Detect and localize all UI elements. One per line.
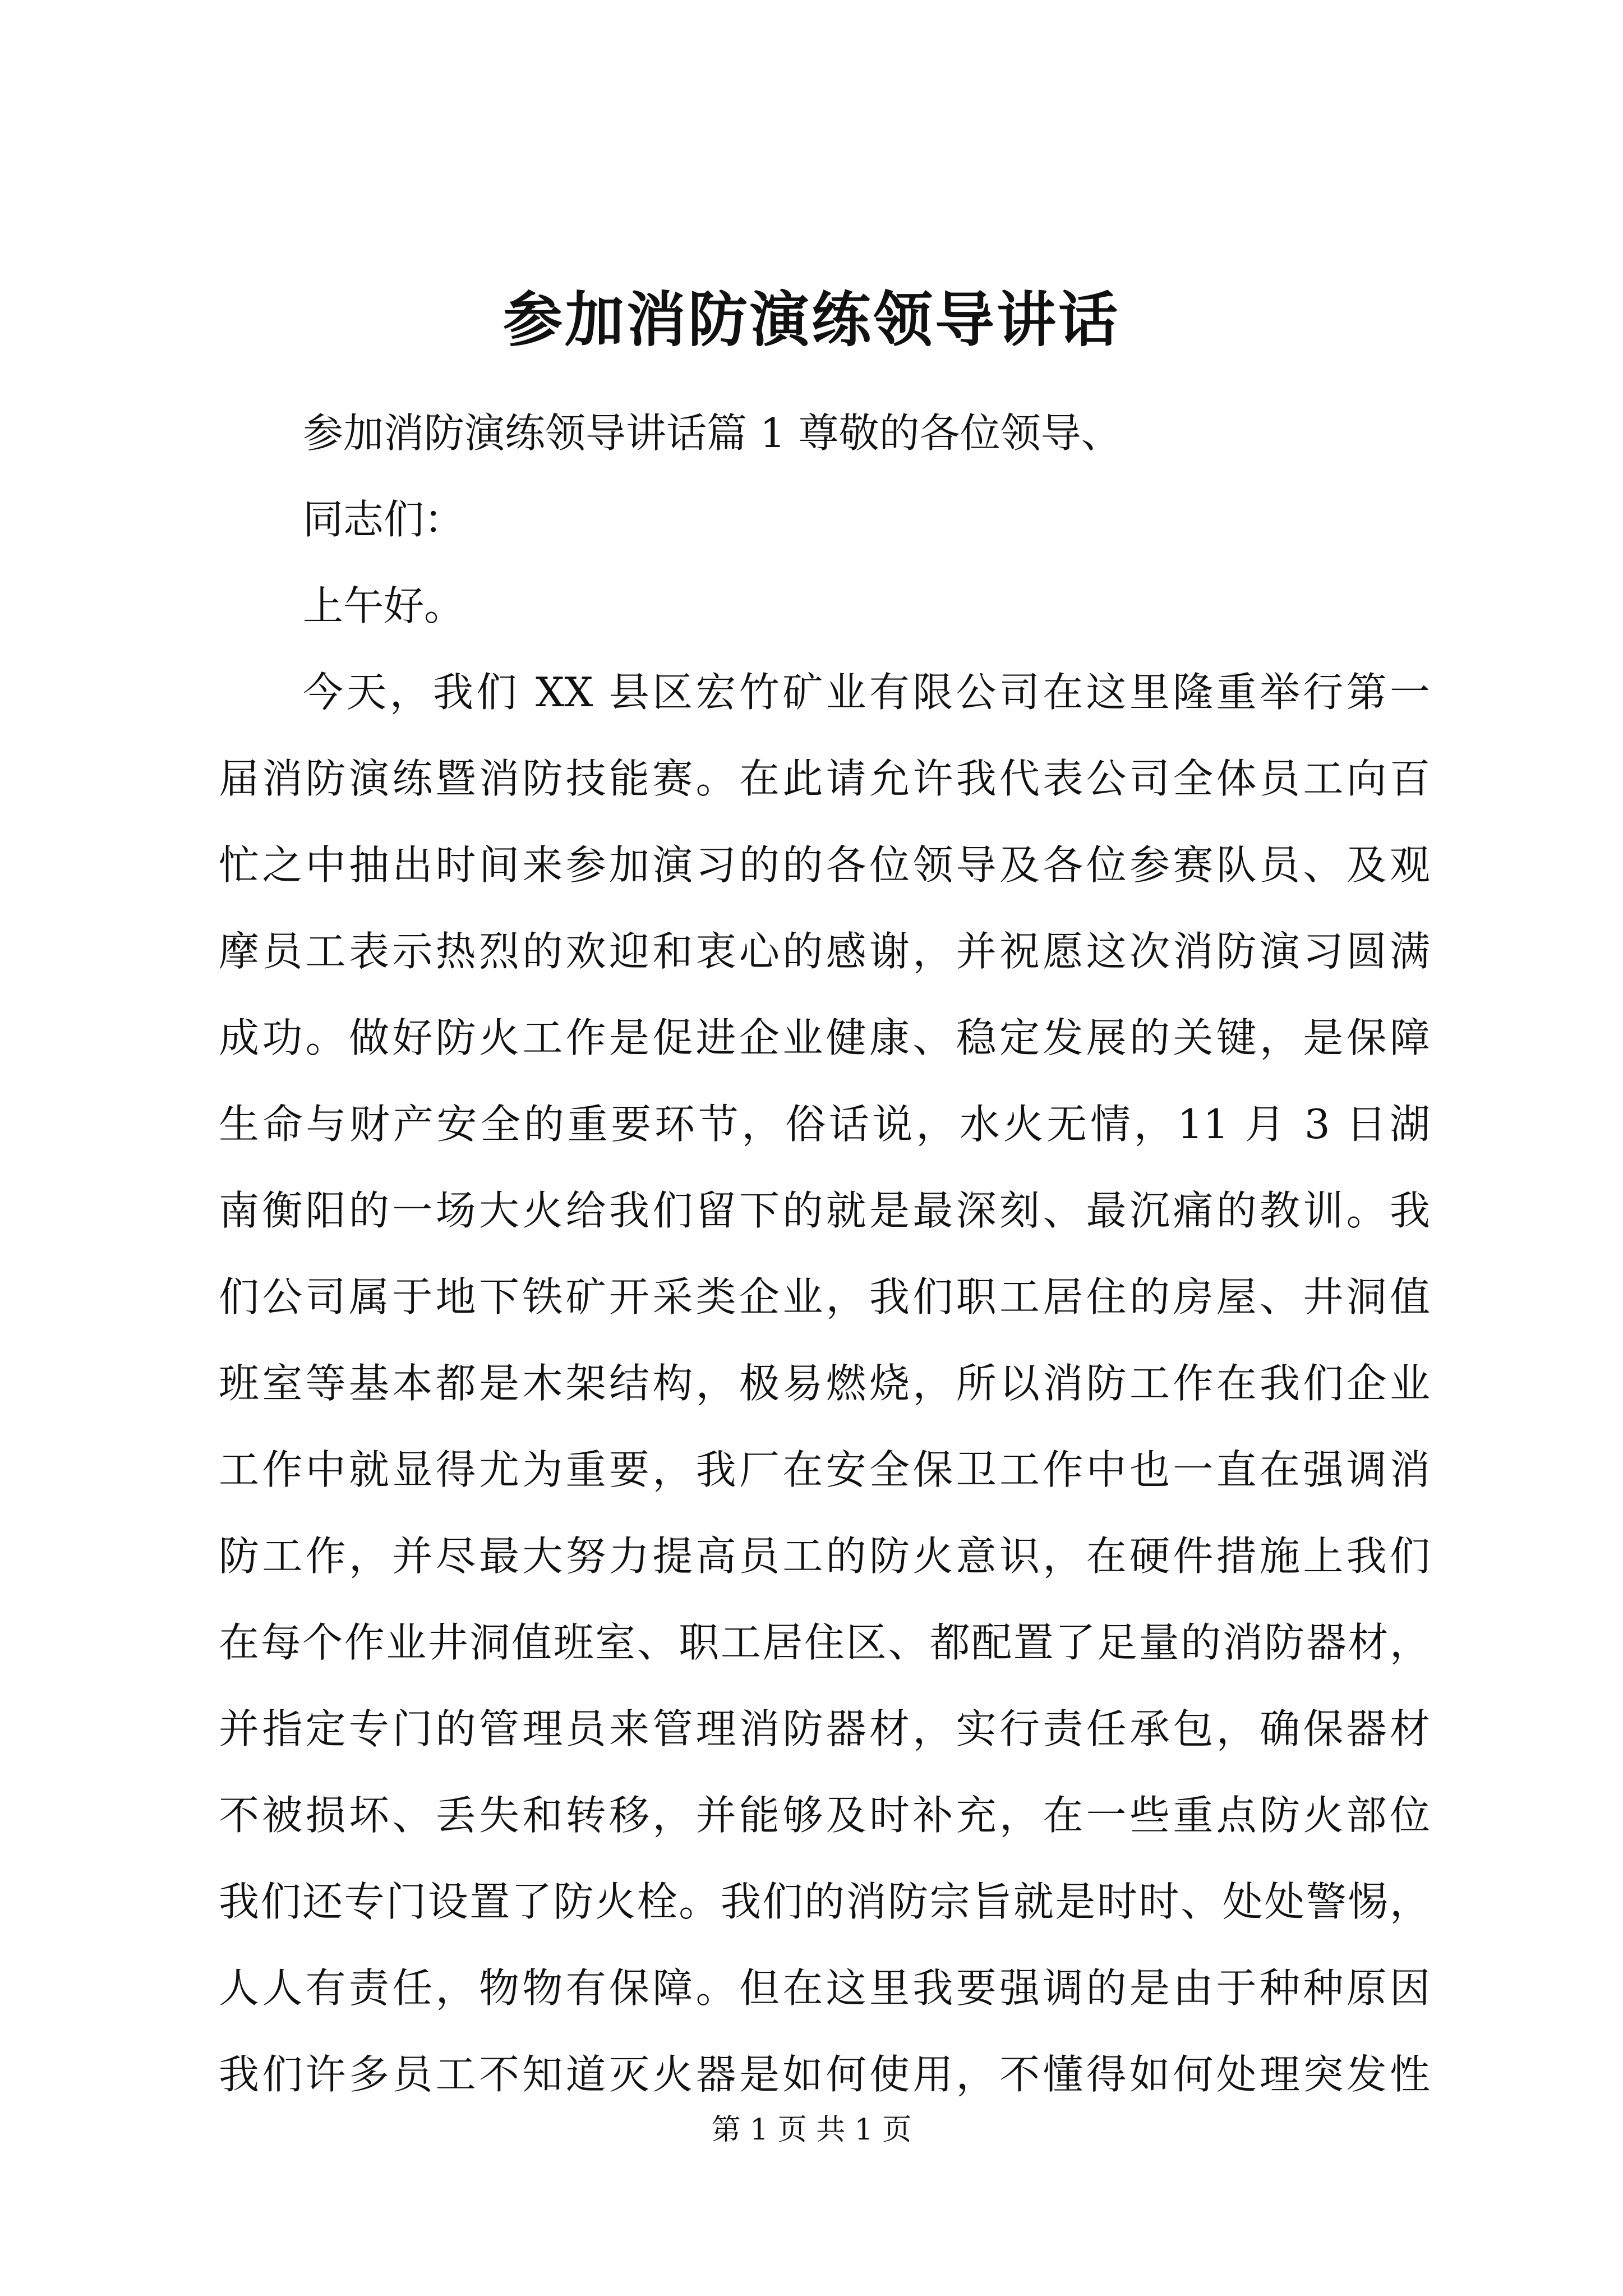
body-line: 南衡阳的一场大火给我们留下的就是最深刻、最沉痛的教训。我 xyxy=(219,1187,1430,1234)
document-body xyxy=(219,390,1430,2118)
body-line: 防工作，并尽最大努力提高员工的防火意识，在硬件措施上我们 xyxy=(219,1533,1430,1580)
body-line: 工作中就显得尤为重要，我厂在安全保卫工作中也一直在强调消 xyxy=(219,1446,1430,1493)
body-line: 我们还专门设置了防火栓。我们的消防宗旨就是时时、处处警惕， xyxy=(219,1878,1430,1925)
body-line: 我们许多员工不知道灭火器是如何使用，不懂得如何处理突发性 xyxy=(219,2051,1430,2098)
body-line: 参加消防演练领导讲话篇 1 尊敬的各位领导、 xyxy=(303,409,1122,457)
body-line: 生命与财产安全的重要环节，俗话说，水火无情，11 月 3 日湖 xyxy=(219,1101,1430,1148)
body-line: 班室等基本都是木架结构，极易燃烧，所以消防工作在我们企业 xyxy=(219,1360,1430,1407)
body-line: 今天，我们 XX 县区宏竹矿业有限公司在这里隆重举行第一 xyxy=(303,669,1430,716)
body-line: 在每个作业井洞值班室、职工居住区、都配置了足量的消防器材， xyxy=(219,1619,1430,1666)
body-line: 成功。做好防火工作是促进企业健康、稳定发展的关键，是保障 xyxy=(219,1014,1430,1061)
body-line: 们公司属于地下铁矿开采类企业，我们职工居住的房屋、井洞值 xyxy=(219,1273,1430,1320)
body-line: 上午好。 xyxy=(303,582,465,629)
body-line: 同志们： xyxy=(303,496,465,543)
body-line: 不被损坏、丢失和转移，并能够及时补充，在一些重点防火部位 xyxy=(219,1792,1430,1839)
body-line: 人人有责任，物物有保障。但在这里我要强调的是由于种种原因 xyxy=(219,1964,1430,2012)
body-line: 摩员工表示热烈的欢迎和衷心的感谢，并祝愿这次消防演习圆满 xyxy=(219,928,1430,975)
body-line: 届消防演练暨消防技能赛。在此请允许我代表公司全体员工向百 xyxy=(219,755,1430,802)
body-line: 并指定专门的管理员来管理消防器材，实行责任承包，确保器材 xyxy=(219,1705,1430,1752)
body-line: 忙之中抽出时间来参加演习的的各位领导及各位参赛队员、及观 xyxy=(219,841,1430,889)
page-footer: 第 1 页 共 1 页 xyxy=(711,2113,912,2147)
document-title: 参加消防演练领导讲话 xyxy=(503,284,1120,355)
